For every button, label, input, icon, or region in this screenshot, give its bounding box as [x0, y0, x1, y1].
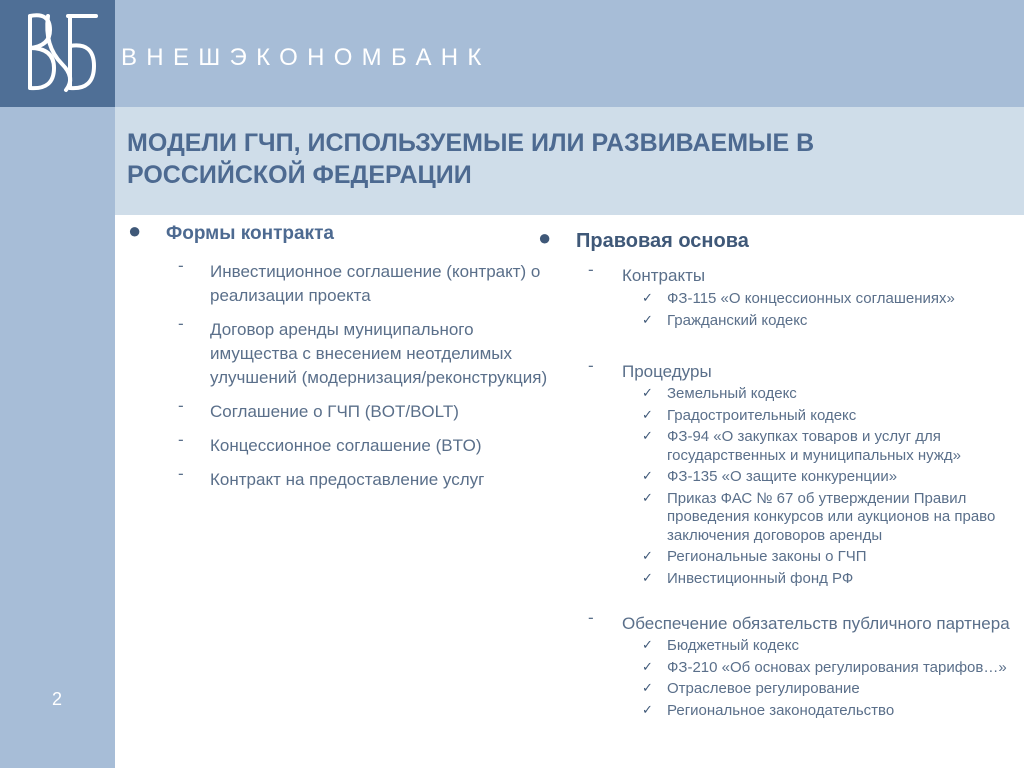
dash-icon: - — [178, 430, 184, 449]
list-item-text: ФЗ-210 «Об основах регулирования тарифов…» — [667, 658, 1007, 676]
list-item — [128, 396, 548, 424]
checkmark-icon: ✓ — [642, 681, 653, 696]
group-label: Контракты — [622, 266, 706, 285]
bullet-icon: ● — [128, 218, 142, 243]
list-item — [128, 430, 548, 458]
list-item-text: ФЗ-135 «О защите конкуренции» — [667, 468, 898, 485]
left-column — [128, 218, 548, 492]
list-item — [128, 314, 548, 390]
list-item-text: Региональные законы о ГЧП — [667, 548, 867, 565]
dash-icon: - — [588, 608, 594, 627]
title-band — [115, 107, 1024, 215]
list-item — [538, 468, 1024, 487]
list-item — [538, 637, 1024, 656]
list-item — [538, 680, 1024, 699]
group-label-obligations — [538, 608, 1024, 636]
checkmark-icon: ✓ — [642, 386, 653, 401]
dash-icon: - — [588, 356, 594, 375]
left-item-text: Соглашение о ГЧП (BOT/BOLT) — [210, 402, 459, 421]
list-item — [538, 290, 1024, 309]
checkmark-icon: ✓ — [642, 659, 653, 675]
list-item-text: ФЗ-94 «О закупках товаров и услуг для государственных и муниципальных нужд» — [667, 428, 961, 464]
left-item-text: Концессионное соглашение (BTO) — [210, 436, 482, 455]
list-item-text: Приказ ФАС № 67 об утверждении Правил проведения конкурсов или аукционов на право заключения договоров аренды — [667, 489, 996, 544]
bullet-icon: ● — [538, 225, 552, 250]
left-heading: Формы контракта — [166, 223, 334, 244]
right-column — [538, 222, 1024, 720]
list-item — [538, 407, 1024, 426]
right-heading: Правовая основа — [576, 230, 749, 252]
veb-monogram-logo-icon — [10, 6, 106, 102]
logo — [0, 0, 115, 107]
list-item — [538, 428, 1024, 465]
list-item-text: Региональное законодательство — [667, 701, 895, 719]
list-item — [538, 702, 1024, 721]
dash-icon: - — [178, 396, 184, 415]
checkmark-icon: ✓ — [642, 407, 653, 423]
list-item-text: Инвестиционный фонд РФ — [667, 569, 854, 587]
group-label-contracts — [538, 260, 1024, 288]
left-item-text: Инвестиционное соглашение (контракт) о реализации проекта — [210, 262, 541, 305]
checkmark-icon: ✓ — [642, 490, 653, 506]
left-heading-item — [128, 218, 548, 246]
list-item — [128, 256, 548, 308]
group-label: Процедуры — [622, 362, 712, 381]
left-item-text: Контракт на предоставление услуг — [210, 470, 485, 489]
list-item — [538, 385, 1024, 404]
list-item-text: Отраслевое регулирование — [667, 680, 860, 697]
dash-icon: - — [178, 464, 184, 483]
list-item-text: Бюджетный кодекс — [667, 637, 799, 654]
list-item — [538, 570, 1024, 589]
group-label: Обеспечение обязательств публичного партнера — [622, 614, 1010, 633]
dash-icon: - — [588, 260, 594, 279]
left-sidebar — [0, 107, 115, 768]
list-item-text: Градостроительный кодекс — [667, 406, 857, 424]
list-item — [128, 464, 548, 492]
title-divider — [115, 215, 1024, 218]
list-item-text: Земельный кодекс — [667, 385, 797, 402]
list-item-text: ФЗ-115 «О концессионных соглашениях» — [667, 290, 955, 307]
checkmark-icon: ✓ — [642, 312, 653, 328]
list-item — [538, 312, 1024, 331]
checkmark-icon: ✓ — [642, 429, 653, 444]
checkmark-icon: ✓ — [642, 549, 653, 564]
group-label-procedures — [538, 356, 1024, 384]
dash-icon: - — [178, 314, 184, 333]
list-item-text: Гражданский кодекс — [667, 311, 808, 329]
list-item — [538, 490, 1024, 546]
checkmark-icon: ✓ — [642, 469, 653, 484]
checkmark-icon: ✓ — [642, 570, 653, 586]
checkmark-icon: ✓ — [642, 291, 653, 306]
dash-icon: - — [178, 256, 184, 275]
slide-title: МОДЕЛИ ГЧП, ИСПОЛЬЗУЕМЫЕ ИЛИ РАЗВИВАЕМЫЕ В РОССИЙСКОЙ ФЕДЕРАЦИИ — [127, 129, 815, 189]
bank-name: ВНЕШЭКОНОМБАНК — [121, 44, 491, 71]
checkmark-icon: ✓ — [642, 638, 653, 653]
list-item — [538, 659, 1024, 678]
left-item-text: Договор аренды муниципального имущества с внесением неотделимых улучшений (модернизация/реконструкция) — [210, 320, 548, 387]
page-number: 2 — [52, 689, 63, 709]
right-heading-item — [538, 225, 1024, 253]
checkmark-icon: ✓ — [642, 702, 653, 718]
list-item — [538, 548, 1024, 567]
